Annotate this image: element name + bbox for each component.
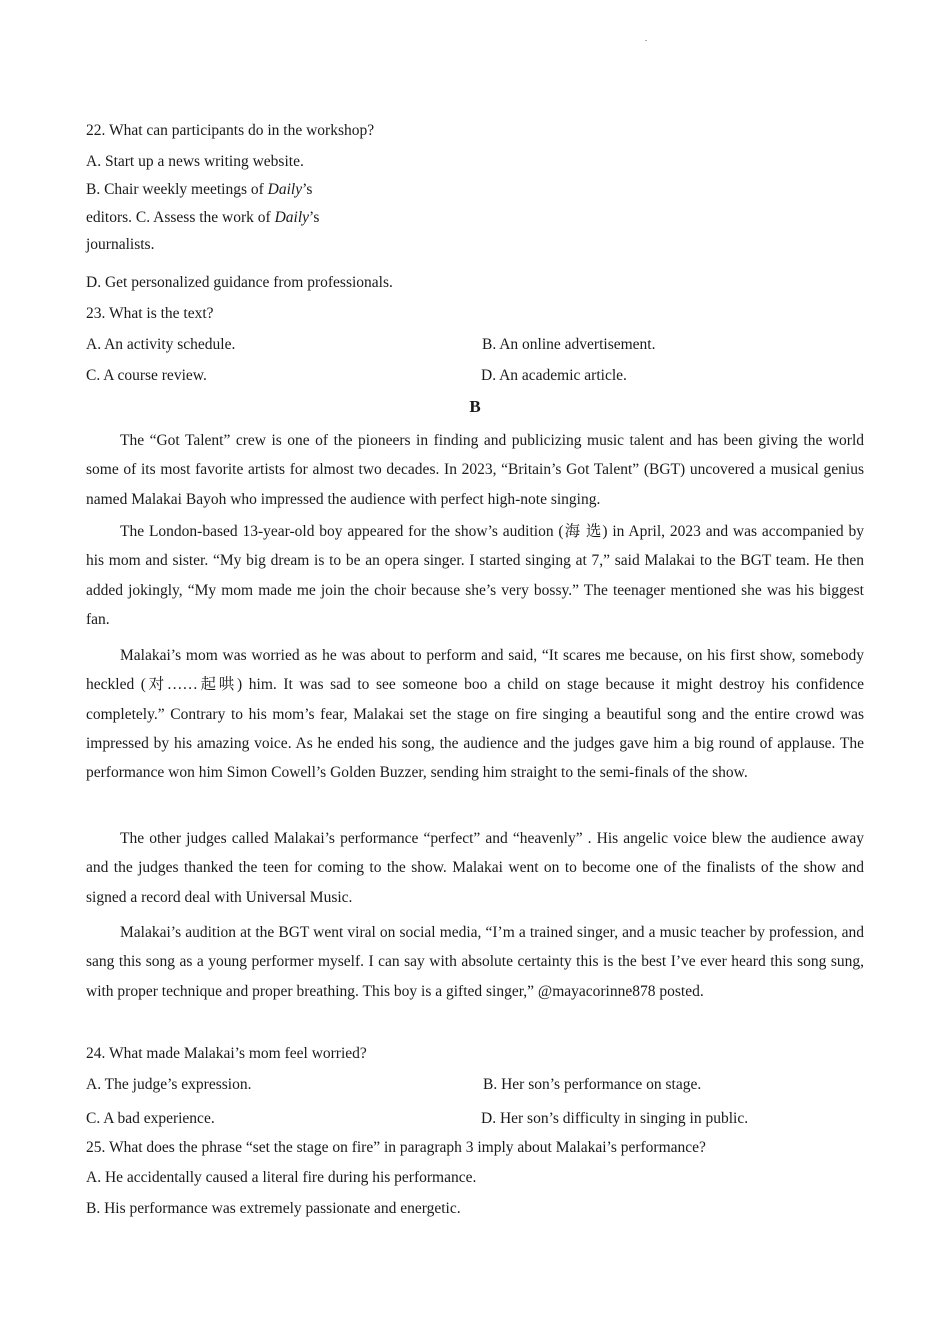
q24-option-b: B. Her son’s performance on stage. <box>483 1076 702 1093</box>
q22-option-c: editors. C. Assess the work of Daily’s <box>86 209 320 226</box>
q23-option-c: C. A course review. <box>86 367 207 384</box>
q24-option-d: D. Her son’s difficulty in singing in public. <box>481 1110 749 1127</box>
q22-option-c-end: journalists. <box>86 236 155 253</box>
passage-paragraph-3: Malakai’s mom was worried as he was about to perform and said, “It scares me because, on his first show, somebody heckled (对……起哄) him. It was sad to see someone boo a child on stage because it might destroy his confidence completely.” Contrary to his mom’s fear, Malakai set the stage on fire singing a beautiful song and the entire crowd was impressed by his amazing voice. As he ended his song, the audience and the judges gave him a big round of applause. The performance won him Simon Cowell’s Golden Buzzer, sending him straight to the semi-finals of the show. <box>86 647 864 782</box>
question-25: 25. What does the phrase “set the stage on fire” in paragraph 3 imply about Malakai’s performance? <box>86 1139 706 1156</box>
q24-option-a: A. The judge’s expression. <box>86 1076 252 1093</box>
passage-paragraph-4: The other judges called Malakai’s performance “perfect” and “heavenly” . His angelic voice blew the audience away and the judges thanked the teen for coming to the show. Malakai went on to become one of the finalists of the show and signed a record deal with Universal Music. <box>86 830 864 906</box>
q23-option-a: A. An activity schedule. <box>86 336 236 353</box>
q24-option-c: C. A bad experience. <box>86 1110 215 1127</box>
passage-paragraph-5: Malakai’s audition at the BGT went viral on social media, “I’m a trained singer, and a music teacher by profession, and sang this song as a young performer myself. I can say with absolute certainty this is the best I’ve ever heard this song sung, with proper technique and proper breathing. This boy is a gifted singer,” @mayacorinne878 posted. <box>86 924 864 1000</box>
question-23: 23. What is the text? <box>86 305 214 322</box>
q22-option-d: D. Get personalized guidance from professionals. <box>86 274 393 291</box>
q25-option-b: B. His performance was extremely passionate and energetic. <box>86 1200 461 1217</box>
passage-paragraph-1: The “Got Talent” crew is one of the pioneers in finding and publicizing music talent and has been giving the world some of its most favorite artists for almost two decades. In 2023, “Britain’s Got Talent” (BGT) uncovered a musical genius named Malakai Bayoh who impressed the audience with perfect high-note singing. <box>86 432 864 508</box>
q23-option-d: D. An academic article. <box>481 367 627 384</box>
q22-option-b: B. Chair weekly meetings of Daily’s <box>86 181 313 198</box>
q23-option-b: B. An online advertisement. <box>482 336 656 353</box>
question-24: 24. What made Malakai’s mom feel worried? <box>86 1045 367 1062</box>
q25-option-a: A. He accidentally caused a literal fire during his performance. <box>86 1169 477 1186</box>
question-22: 22. What can participants do in the workshop? <box>86 122 375 139</box>
section-title: B <box>469 397 481 416</box>
passage-paragraph-2: The London-based 13-year-old boy appeared for the show’s audition (海 选) in April, 2023 and was accompanied by his mom and sister. “My big dream is to be an opera singer. I started singing at 7,” said Malakai to the BGT team. He then added jokingly, “My mom made me join the choir because she’s very bossy.” The teenager mentioned she was his biggest fan. <box>86 523 864 628</box>
q22-option-a: A. Start up a news writing website. <box>86 153 304 170</box>
scan-mark <box>645 40 647 41</box>
